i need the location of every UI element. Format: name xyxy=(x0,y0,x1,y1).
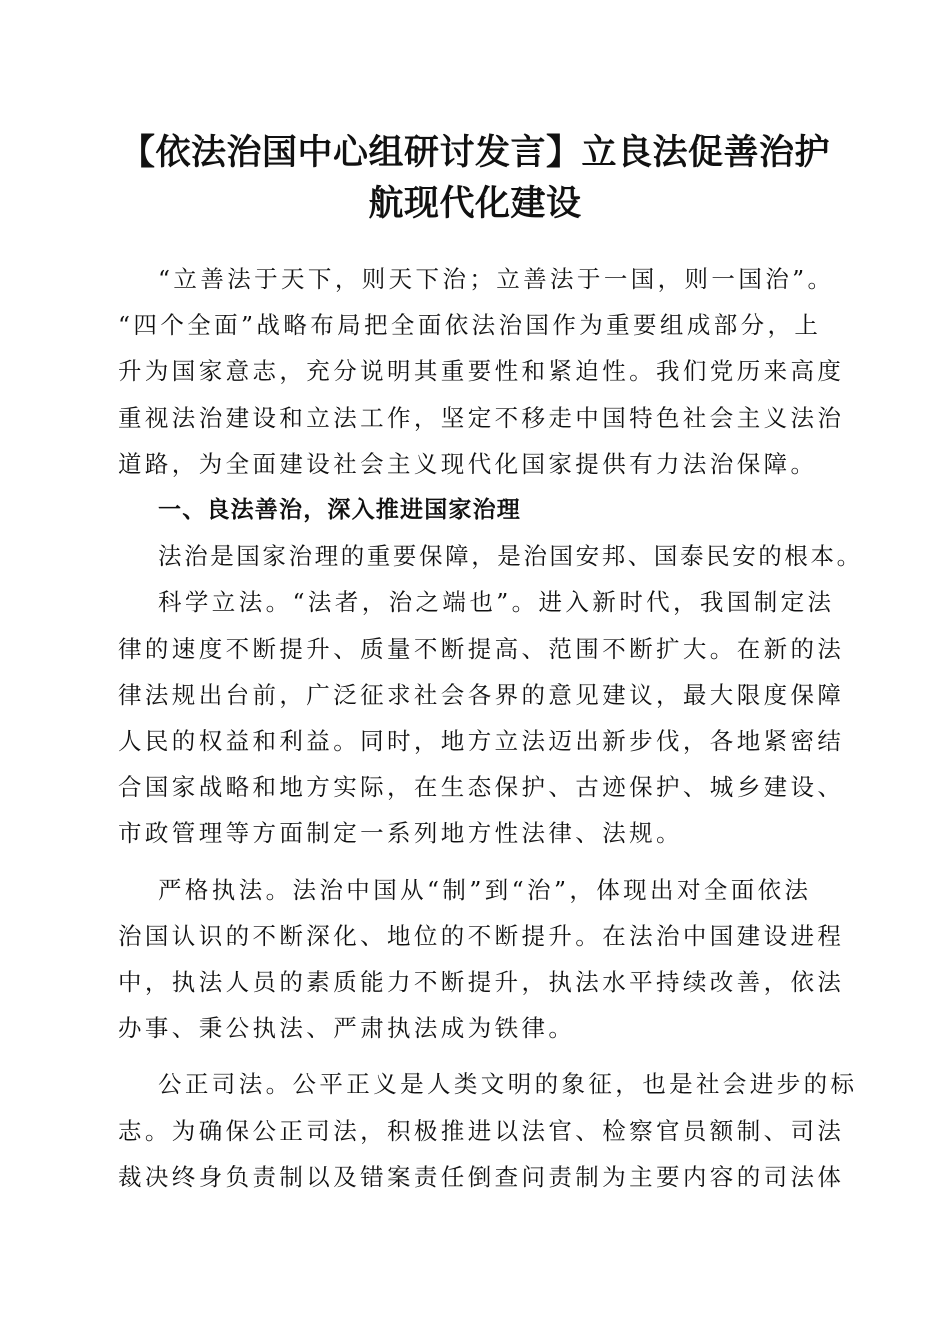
intro-line: 升为国家意志，充分说明其重要性和紧迫性。我们党历来高度 xyxy=(118,357,845,386)
intro-line: “立善法于天下，则天下治；立善法于一国，则一国治”。 xyxy=(158,265,835,293)
paragraph-line: 市政管理等方面制定一系列地方性法律、法规。 xyxy=(118,819,683,848)
document-title xyxy=(100,128,850,230)
paragraph-line: 办事、秉公执法、严肃执法成为铁律。 xyxy=(118,1014,576,1043)
title-line-2: 航现代化建设 xyxy=(368,184,582,224)
paragraph-line: 律的速度不断提升、质量不断提高、范围不断扩大。在新的法 xyxy=(118,634,845,663)
section-heading-1: 一、良法善治，深入推进国家治理 xyxy=(158,497,521,524)
document-body xyxy=(118,256,863,1200)
paragraph-line: 科学立法。“法者，治之端也”。进入新时代，我国制定法 xyxy=(158,588,835,617)
paragraph-line: 治国认识的不断深化、地位的不断提升。在法治中国建设进程 xyxy=(118,921,845,950)
paragraph-line: 律法规出台前，广泛征求社会各界的意见建议，最大限度保障 xyxy=(118,680,845,709)
rule-of-law-paragraph xyxy=(118,533,863,579)
justice-paragraph xyxy=(118,1061,858,1200)
intro-paragraph xyxy=(118,256,845,487)
paragraph-line: 人民的权益和利益。同时，地方立法迈出新步伐，各地紧密结 xyxy=(118,727,845,756)
paragraph-line: 志。为确保公正司法，积极推进以法官、检察官员额制、司法 xyxy=(118,1116,845,1145)
paragraph-line: 公正司法。公平正义是人类文明的象征，也是社会进步的标 xyxy=(158,1070,858,1099)
intro-line: 道路，为全面建设社会主义现代化国家提供有力法治保障。 xyxy=(118,449,818,478)
paragraph-line: 裁决终身负责制以及错案责任倒查问责制为主要内容的司法体 xyxy=(118,1162,845,1191)
paragraph-line: 合国家战略和地方实际，在生态保护、古迹保护、城乡建设、 xyxy=(118,773,845,802)
intro-line: 重视法治建设和立法工作，坚定不移走中国特色社会主义法治 xyxy=(118,403,845,432)
title-line-1: 【依法治国中心组研讨发言】立良法促善治护 xyxy=(119,133,830,173)
enforcement-paragraph xyxy=(118,867,845,1052)
legislation-paragraph xyxy=(118,579,845,856)
paragraph-line: 中，执法人员的素质能力不断提升，执法水平持续改善，依法 xyxy=(118,968,845,997)
paragraph-line: 法治是国家治理的重要保障，是治国安邦、国泰民安的根本。 xyxy=(158,542,863,571)
intro-line: “四个全面”战略布局把全面依法治国作为重要组成部分，上 xyxy=(118,311,822,340)
paragraph-line: 严格执法。法治中国从“制”到“治”，体现出对全面依法 xyxy=(158,875,812,904)
